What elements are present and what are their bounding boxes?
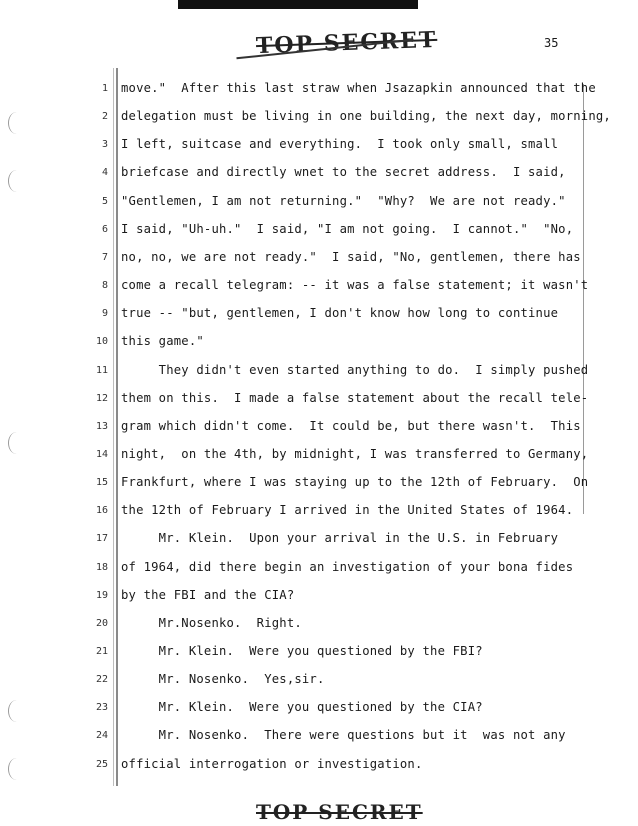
punch-hole-mark — [8, 112, 25, 134]
transcript-line: come a recall telegram: -- it was a false statement; it wasn't — [121, 278, 589, 293]
line-number: 19 — [95, 589, 108, 601]
line-number: 16 — [95, 505, 108, 517]
transcript-line: "Gentlemen, I am not returning." "Why? We are not ready." — [121, 193, 566, 208]
transcript-line: night, on the 4th, by midnight, I was transferred to Germany, — [121, 446, 589, 461]
transcript-line: by the FBI and the CIA? — [121, 587, 295, 602]
line-number: 14 — [95, 448, 108, 460]
transcript-line: delegation must be living in one building, the next day, morning, — [121, 109, 611, 124]
punch-hole-mark — [8, 432, 25, 454]
page-number: 35 — [544, 36, 559, 50]
line-number: 4 — [101, 167, 108, 179]
transcript-line: Mr. Klein. Upon your arrival in the U.S. in February — [121, 531, 559, 546]
line-number: 25 — [95, 758, 108, 770]
line-number: 20 — [95, 617, 108, 629]
transcript-line: Mr. Klein. Were you questioned by the FBI? — [121, 644, 483, 658]
line-number: 23 — [95, 702, 108, 714]
transcript-line: of 1964, did there begin an investigation of your bona fides — [121, 559, 574, 574]
line-number: 3 — [101, 139, 108, 151]
header-classification-stamp: TOP SECRET — [255, 26, 438, 60]
line-number: 12 — [95, 392, 108, 404]
line-number: 6 — [101, 223, 108, 235]
line-number: 7 — [101, 251, 108, 263]
transcript-line: Mr. Klein. Were you questioned by the CIA? — [121, 700, 483, 715]
line-number: 13 — [95, 420, 108, 432]
line-number: 8 — [101, 280, 108, 292]
transcript-line: move." After this last straw when Jsazapkin announced that the — [121, 81, 596, 95]
transcript-line: the 12th of February I arrived in the United States of 1964. — [121, 503, 574, 518]
margin-rule — [116, 68, 118, 786]
transcript-line: Frankfurt, where I was staying up to the 12th of February. On — [121, 475, 589, 490]
transcript-line: briefcase and directly wnet to the secret address. I said, — [121, 165, 566, 180]
transcript-line: Mr.Nosenko. Right. — [121, 615, 302, 630]
transcript-line: I left, suitcase and everything. I took only small, small — [121, 137, 559, 152]
punch-hole-mark — [8, 170, 25, 192]
transcript-line: official interrogation or investigation. — [121, 756, 423, 771]
transcript-line: no, no, we are not ready." I said, "No, gentlemen, there has — [121, 249, 581, 264]
line-number: 21 — [95, 646, 108, 657]
punch-hole-mark — [8, 758, 25, 780]
punch-hole-mark — [8, 700, 25, 722]
line-number: 15 — [95, 477, 108, 489]
line-number: 9 — [101, 308, 108, 320]
transcript-line: I said, "Uh-uh." I said, "I am not going. I cannot." "No, — [121, 221, 574, 236]
transcript-line: Mr. Nosenko. There were questions but it was not any — [121, 728, 566, 743]
transcript-line: gram which didn't come. It could be, but there wasn't. This — [121, 418, 581, 433]
line-number: 1 — [101, 83, 108, 94]
footer-classification-stamp: TOP SECRET — [256, 800, 423, 824]
transcript-line: Mr. Nosenko. Yes,sir. — [121, 672, 325, 687]
transcript-line: They didn't even started anything to do. I simply pushed — [121, 362, 589, 377]
line-number: 22 — [95, 674, 108, 686]
line-number: 2 — [101, 111, 108, 123]
line-number: 5 — [101, 195, 108, 207]
line-number: 10 — [95, 336, 108, 348]
line-number: 17 — [95, 533, 108, 545]
transcript-line: true -- "but, gentlemen, I don't know how long to continue — [121, 306, 559, 321]
line-number: 24 — [95, 730, 108, 742]
line-number: 18 — [95, 561, 108, 573]
transcript-line: this game." — [121, 334, 204, 349]
margin-rule-inner — [113, 68, 114, 786]
transcript-line: them on this. I made a false statement about the recall tele- — [121, 390, 589, 405]
line-number: 11 — [95, 364, 108, 376]
scan-redaction-bar — [178, 0, 418, 9]
